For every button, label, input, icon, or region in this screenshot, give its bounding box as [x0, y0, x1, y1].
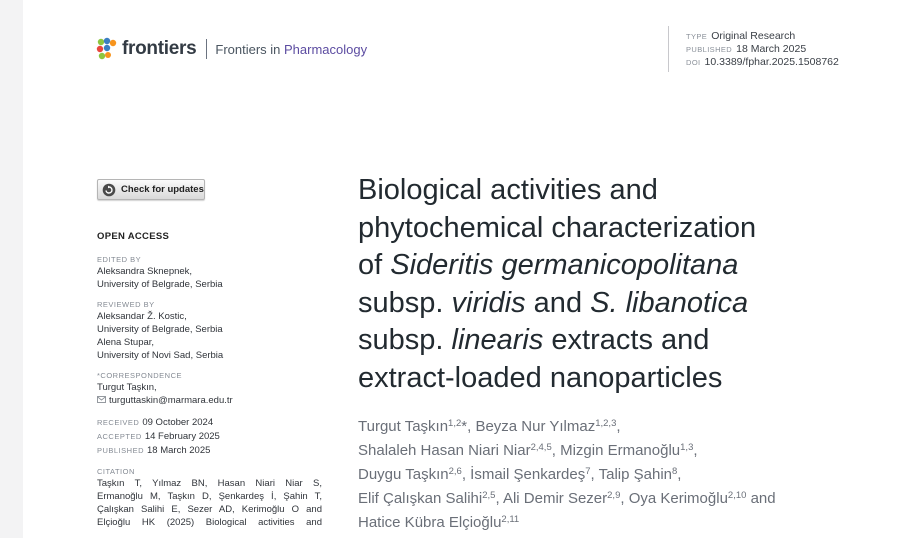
meta-published-label: PUBLISHED	[686, 45, 733, 54]
author-affiliation: 2,4,5	[530, 442, 552, 453]
reviewer-affiliation: University of Belgrade, Serbia	[97, 324, 223, 335]
reviewer-name: Aleksandar Ž. Kostic,	[97, 311, 187, 322]
received-label: RECEIVED	[97, 418, 140, 427]
author-line	[358, 511, 878, 535]
author-separator: ,	[677, 466, 682, 483]
edited-by-title: EDITED BY	[97, 255, 142, 264]
check-for-updates-button[interactable]	[97, 179, 205, 200]
header-divider	[206, 39, 207, 59]
author-affiliation: 2,5	[482, 490, 496, 501]
open-access-label: OPEN ACCESS	[97, 231, 170, 242]
meta-doi-row	[686, 56, 839, 69]
author-separator: ,	[590, 466, 599, 483]
reviewer-affiliation: University of Novi Sad, Serbia	[97, 350, 224, 361]
corresponding-mark: *	[461, 418, 468, 435]
article-page	[23, 0, 916, 538]
title-line: extract-loaded nanoparticles	[358, 361, 723, 394]
author-line	[358, 439, 878, 463]
reviewed-by-title: REVIEWED BY	[97, 300, 155, 309]
published-date-row	[97, 444, 322, 458]
author-name[interactable]: Hatice Kübra Elçioğlu	[358, 514, 502, 531]
meta-type-row	[686, 30, 839, 43]
mail-icon	[97, 396, 106, 403]
author-separator: ,	[461, 466, 471, 483]
author-affiliation: 8	[672, 466, 678, 477]
author-separator: ,	[616, 418, 621, 435]
author-name[interactable]: Mizgin Ermanoğlu	[560, 442, 681, 459]
title-line: Biological activities and	[358, 174, 658, 206]
author-affiliation: 1,2	[448, 418, 462, 429]
author-name[interactable]: Elif Çalışkan Salihi	[358, 490, 483, 507]
title-species: viridis	[451, 286, 526, 319]
author-affiliation: 1,3	[680, 442, 694, 453]
update-refresh-icon	[102, 183, 116, 197]
journal-name[interactable]	[215, 42, 367, 57]
article-sidebar	[97, 231, 322, 529]
meta-divider	[668, 26, 669, 72]
author-name[interactable]: Ali Demir Sezer	[502, 490, 608, 507]
author-affiliation: 2,11	[501, 514, 520, 525]
author-name[interactable]: Duygu Taşkın	[358, 466, 449, 483]
correspondence-email-row	[97, 394, 322, 407]
title-segment: subsp.	[358, 286, 452, 319]
journal-highlight: Pharmacology	[284, 41, 368, 57]
author-separator: ,	[467, 418, 476, 435]
author-affiliation: 2,9	[607, 490, 621, 501]
meta-doi-link[interactable]: 10.3389/fphar.2025.1508762	[704, 56, 839, 68]
author-line	[358, 487, 878, 511]
author-affiliation: 2,10	[727, 490, 747, 501]
accepted-label: ACCEPTED	[97, 432, 142, 441]
author-name[interactable]: İsmail Şenkardeş	[470, 466, 586, 483]
check-for-updates-label: Check for updates	[121, 184, 204, 195]
author-name[interactable]: Oya Kerimoğlu	[628, 490, 728, 507]
journal-prefix: Frontiers in	[215, 41, 285, 57]
author-line	[358, 463, 878, 487]
meta-type-value: Original Research	[711, 30, 796, 42]
author-separator: ,	[693, 442, 698, 459]
received-date: 09 October 2024	[142, 417, 214, 428]
meta-doi-label: DOI	[686, 58, 701, 67]
author-affiliation: 2,6	[448, 466, 462, 477]
title-species: linearis	[451, 324, 544, 356]
author-affiliation: 7	[585, 466, 591, 477]
title-segment: subsp.	[358, 324, 452, 356]
author-separator: ,	[620, 490, 629, 507]
accepted-date: 14 February 2025	[144, 431, 220, 442]
author-name[interactable]: Talip Şahin	[598, 466, 672, 483]
title-line	[358, 247, 878, 285]
title-species: S. libanotica	[590, 286, 749, 319]
correspondence-title: *CORRESPONDENCE	[97, 371, 183, 380]
citation-title: CITATION	[97, 467, 135, 476]
meta-published-row	[686, 43, 839, 56]
meta-type-label: TYPE	[686, 32, 708, 41]
author-list	[358, 415, 878, 535]
author-separator: ,	[551, 442, 561, 459]
correspondence-name: Turgut Taşkın,	[97, 382, 157, 393]
title-segment: of	[358, 249, 391, 281]
frontiers-logo-icon	[96, 37, 118, 61]
citation-line: Elçioğlu HK (2025) Biological activities and	[97, 517, 322, 528]
title-segment: extracts and	[543, 324, 710, 356]
author-name[interactable]: Turgut Taşkın	[358, 418, 449, 435]
meta-published-value: 18 March 2025	[736, 43, 807, 55]
citation-line: Ermanoğlu M, Taşkın D, Şenkardeş İ, Şahin T,	[97, 491, 322, 502]
article-title	[358, 172, 878, 397]
frontiers-logo[interactable]	[96, 36, 367, 62]
published-date: 18 March 2025	[147, 445, 211, 456]
author-separator: ,	[495, 490, 503, 507]
author-name[interactable]: Beyza Nur Yılmaz	[475, 418, 596, 435]
correspondence-email-link[interactable]: turguttaskin@marmara.edu.tr	[109, 395, 233, 406]
author-line	[358, 415, 878, 439]
title-segment: and	[525, 286, 591, 319]
published-label: PUBLISHED	[97, 446, 145, 455]
brand-name: frontiers	[122, 38, 197, 59]
citation-line: Taşkın T, Yılmaz BN, Hasan Niari Niar S,	[97, 478, 322, 489]
title-line: phytochemical characterization	[358, 211, 757, 244]
accepted-date-row	[97, 430, 322, 444]
title-species: Sideritis germanicopolitana	[390, 249, 739, 281]
reviewer-name: Alena Stupar,	[97, 337, 155, 348]
editor-affiliation: University of Belgrade, Serbia	[97, 279, 223, 290]
author-affiliation: 1,2,3	[595, 418, 617, 429]
citation-line: Çalışkan Salihi E, Sezer AD, Kerimoğlu O and	[97, 504, 322, 515]
article-meta	[686, 30, 839, 69]
author-name[interactable]: Shalaleh Hasan Niari Niar	[358, 442, 531, 459]
title-line	[358, 322, 878, 360]
editor-name: Aleksandra Sknepnek,	[97, 266, 193, 277]
received-date-row	[97, 416, 322, 430]
title-line	[358, 285, 878, 323]
author-separator: and	[746, 490, 776, 507]
